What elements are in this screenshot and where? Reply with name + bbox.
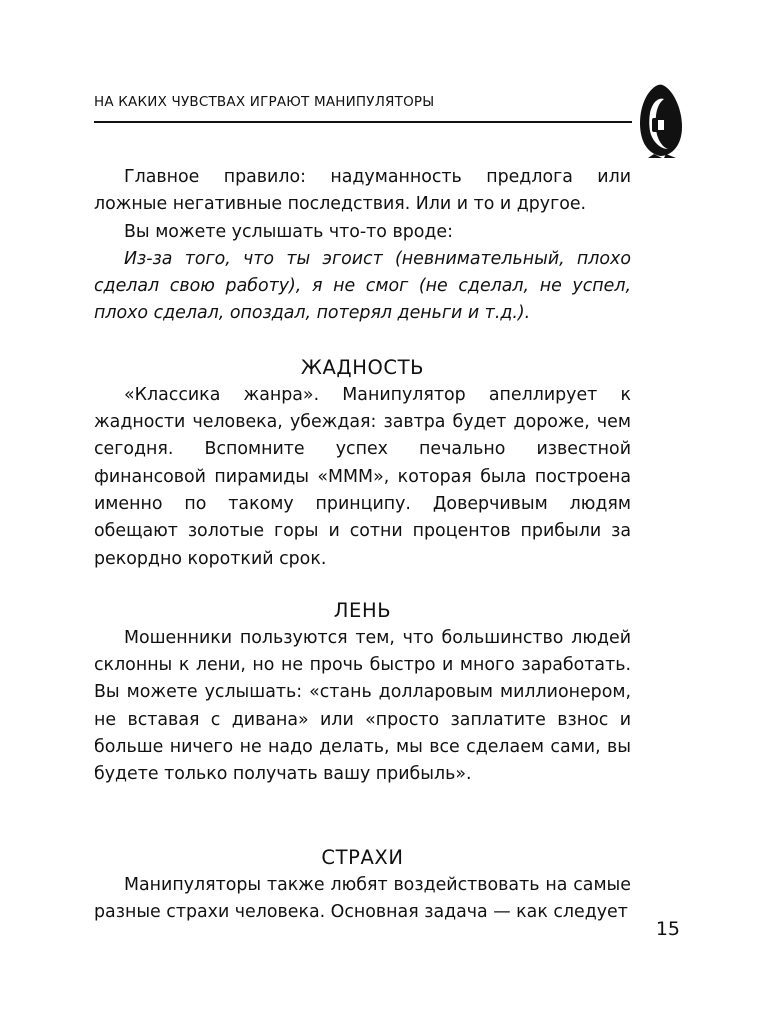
intro-paragraph-1: Главное правило: надуманность предлога или ложные негативные последствия. Или и то и другое. bbox=[94, 167, 631, 215]
heading-greed: ЖАДНОСТЬ bbox=[300, 355, 425, 379]
penguin-publisher-logo-icon bbox=[636, 83, 686, 159]
heading-fears: СТРАХИ bbox=[321, 845, 404, 869]
body-text bbox=[94, 164, 631, 926]
heading-laziness: ЛЕНЬ bbox=[333, 598, 392, 622]
header-rule bbox=[94, 121, 632, 123]
intro-example-quote: Из-за того, что ты эгоист (невнимательный, плохо сделал свою работу), я не смог (не сделал, не успел, плохо сделал, опоздал, потерял деньги и т.д.). bbox=[94, 248, 631, 324]
page-number: 15 bbox=[655, 918, 680, 940]
running-header: НА КАКИХ ЧУВСТВАХ ИГРАЮТ МАНИПУЛЯТОРЫ bbox=[94, 94, 435, 110]
greed-paragraph: «Классика жанра». Манипулятор апеллирует к жадности человека, убеждая: завтра будет дороже, чем сегодня. Вспомните успех печально известной финансовой пирамиды «МММ», которая была построена именно по такому принципу. Доверчивым людям обещают золотые горы и сотни процентов прибыли за рекордно короткий срок. bbox=[94, 384, 631, 569]
intro-paragraph-2: Вы можете услышать что-то вроде: bbox=[124, 221, 453, 242]
fears-paragraph: Манипуляторы также любят воздействовать на самые разные страхи человека. Основная задача — как следует bbox=[94, 874, 631, 922]
laziness-paragraph: Мошенники пользуются тем, что большинство людей склонны к лени, но не прочь быстро и много заработать. Вы можете услышать: «стань долларовым миллионером, не вставая с дивана» или «просто заплатите взнос и больше ничего не надо делать, мы все сделаем сами, вы будете только получать вашу прибыль». bbox=[94, 627, 631, 785]
